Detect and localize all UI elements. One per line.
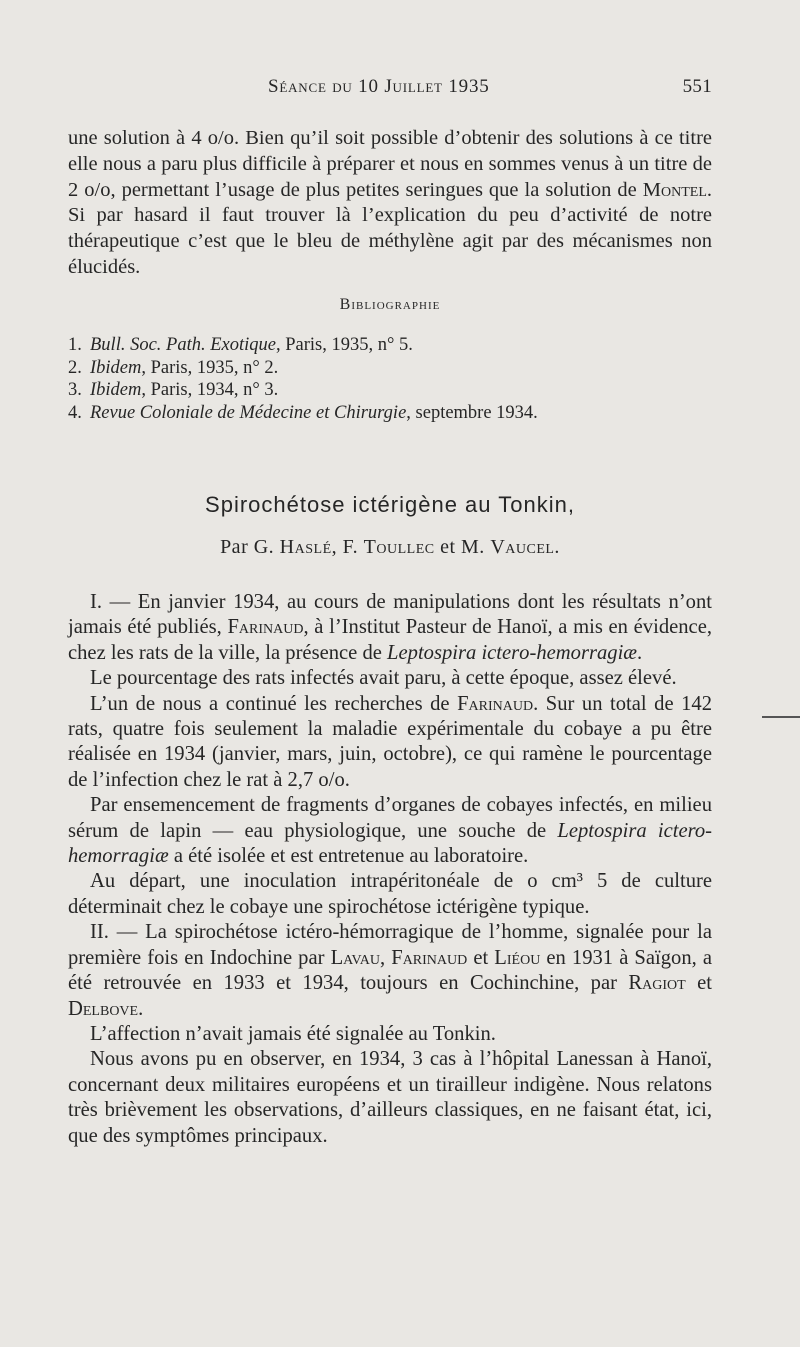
article-authors: Par G. Haslé, F. Toullec et M. Vaucel.	[220, 536, 560, 558]
body-paragraph-8: Nous avons pu en observer, en 1934, 3 cas à l’hôpital Lanessan à Hanoï, concernant deux militaires européens et un tirailleur indigène. Nous relatons très brièvement les observations, d’ailleurs classiques, en ne faisant état, ici, que des symptômes principaux.	[68, 1048, 712, 1147]
page-number: 551	[682, 76, 712, 97]
article-body	[68, 590, 712, 1149]
bibliography-item: 4. Revue Coloniale de Médecine et Chirurgie, septembre 1934.	[68, 402, 538, 423]
body-paragraph-3: L’un de nous a continué les recherches de Farinaud. Sur un total de 142 rats, quatre fois seulement la maladie expérimentale du cobaye a pu être réalisée en 1934 (janvier, mars, juin, octobre), ce qui ramène le pourcentage de l’infection chez le rat à 2,7 o/o.	[68, 692, 712, 791]
running-head-title: Séance du 10 Juillet 1935	[268, 76, 490, 97]
intro-text-2: . Si par hasard il faut trouver là l’explication du peu d’activité de notre thérapeutique c’est que le bleu de méthylène agit par des mécanismes non élucidés.	[68, 178, 712, 278]
bibliography-item: 1. Bull. Soc. Path. Exotique, Paris, 1935, n° 5.	[68, 335, 413, 355]
intro-paragraph	[68, 126, 712, 281]
author-vaucel: Vaucel	[490, 536, 555, 558]
author-name-montel: Montel	[642, 178, 707, 201]
body-paragraph-2: Le pourcentage des rats infectés avait paru, à cette époque, assez élevé.	[90, 667, 677, 690]
body-paragraph-6: II. — La spirochétose ictéro-hémorragique de l’homme, signalée pour la première fois en Indochine par Lavau, Farinaud et Liéou en 1931 à Saïgon, a été retrouvée en 1933 et 1934, toujours en Cochinchine, par Ragiot et Delbove.	[68, 921, 713, 1020]
body-paragraph-5: Au départ, une inoculation intrapéritonéale de o cm³ 5 de culture déterminait chez le cobaye une spirochétose ictérigène typique.	[68, 870, 712, 918]
article-title: Spirochétose ictérigène au Tonkin,	[205, 492, 575, 517]
margin-mark	[762, 716, 800, 718]
body-paragraph-4: Par ensemencement de fragments d’organes de cobayes infectés, en milieu sérum de lapin — eau physiologique, une souche de Leptospira ictero-hemorragiæ a été isolée et est entretenue au laboratoire.	[68, 794, 713, 868]
bibliography-item: 3. Ibidem, Paris, 1934, n° 3.	[68, 380, 279, 400]
bibliography-list	[68, 334, 712, 424]
bibliography-item: 2. Ibidem, Paris, 1935, n° 2.	[68, 357, 279, 378]
bibliography-heading: Bibliographie	[339, 296, 441, 313]
intro-text-1: une solution à 4 o/o. Bien qu’il soit possible d’obtenir des solutions à ce titre elle nous a paru plus difficile à préparer et nous en sommes venus à un titre de 2 o/o, permettant l’usage de plus petites seringues que la solution de	[68, 127, 712, 201]
author-toullec: Toullec	[363, 536, 435, 558]
body-paragraph-1: I. — En janvier 1934, au cours de manipulations dont les résultats n’ont jamais été publiés, Farinaud, à l’Institut Pasteur de Hanoï, a mis en évidence, chez les rats de la ville, la présence de Leptospira icterо-hemorragiæ.	[68, 591, 712, 664]
body-paragraph-7: L’affection n’avait jamais été signalée au Tonkin.	[90, 1022, 496, 1045]
author-hasle: Haslé	[279, 536, 332, 558]
running-head	[68, 76, 712, 104]
